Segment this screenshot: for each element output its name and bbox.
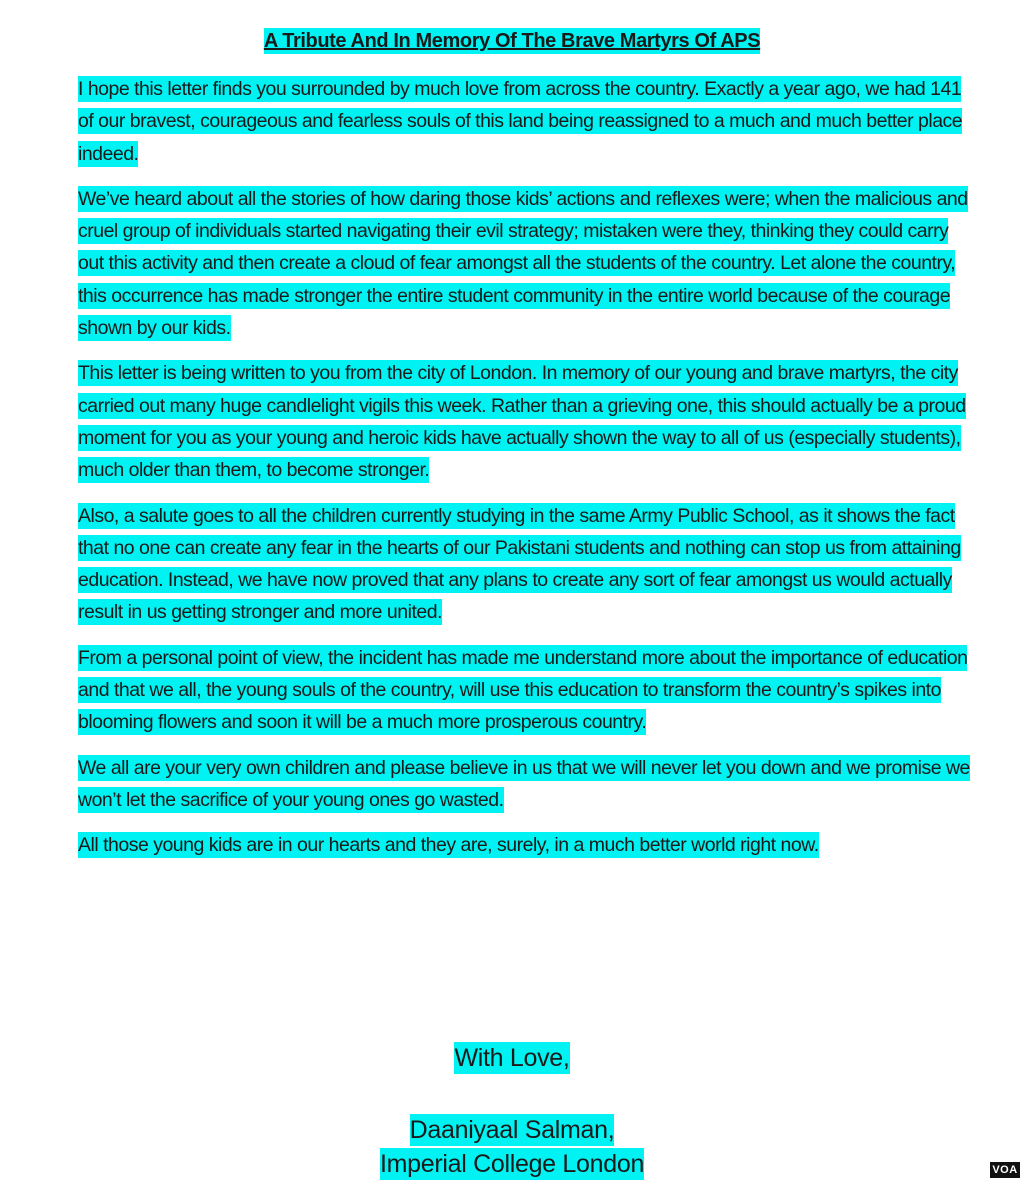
paragraph-3 (78, 357, 973, 486)
closing-text: With Love, (454, 1044, 570, 1072)
signature-name-text: Daaniyaal Salman, (409, 1116, 615, 1144)
signature-org-text: Imperial College London (379, 1150, 645, 1178)
letter-body (78, 73, 973, 875)
paragraph-2 (78, 183, 973, 344)
signature-name (0, 1116, 1024, 1145)
paragraph-text: All those young kids are in our hearts and they are, surely, in a much better world right now. (78, 834, 819, 857)
paragraph-text: We all are your very own children and please believe in us that we will never let you down and we promise we won’t let the sacrifice of your young ones go wasted. (78, 756, 970, 811)
title-block (0, 30, 1024, 53)
paragraph-7 (78, 829, 973, 861)
paragraph-text: I hope this letter finds you surrounded by much love from across the country. Exactly a year ago, we had 141 of our bravest, courageous and fearless souls of this land being reassigned to a much and much better place indeed. (78, 78, 963, 165)
paragraph-6 (78, 752, 973, 817)
paragraph-text: This letter is being written to you from the city of London. In memory of our young and brave martyrs, the city carried out many huge candlelight vigils this week. Rather than a grieving one, this should actually be a proud moment for you as your young and heroic kids have actually shown the way to all of us (especially students), much older than them, to become stronger. (78, 362, 966, 482)
voa-watermark-logo: VOA (990, 1162, 1020, 1178)
paragraph-text: From a personal point of view, the incident has made me understand more about the importance of education and that we all, the young souls of the country, will use this education to transform the country’s spikes into blooming flowers and soon it will be a much more prosperous country. (78, 646, 968, 734)
paragraph-4 (78, 500, 973, 629)
paragraph-text: We’ve heard about all the stories of how daring those kids’ actions and reflexes were; when the malicious and cruel group of individuals started navigating their evil strategy; mistaken were they, thinking they could carry out this activity and then create a cloud of fear amongst all the students of the country. Let alone the country, this occurrence has made stronger the entire student community in the entire world because of the courage shown by our kids. (78, 187, 968, 340)
paragraph-5 (78, 642, 973, 739)
paragraph-1 (78, 73, 973, 170)
letter-title: A Tribute And In Memory Of The Brave Martyrs Of APS (263, 30, 761, 52)
paragraph-text: Also, a salute goes to all the children currently studying in the same Army Public School, as it shows the fact that no one can create any fear in the hearts of our Pakistani students and nothing can stop us from attaining education. Instead, we have now proved that any plans to create any sort of fear amongst us would actually result in us getting stronger and more united. (78, 504, 961, 624)
closing-line (0, 1044, 1024, 1073)
signature-organization (0, 1150, 1024, 1179)
